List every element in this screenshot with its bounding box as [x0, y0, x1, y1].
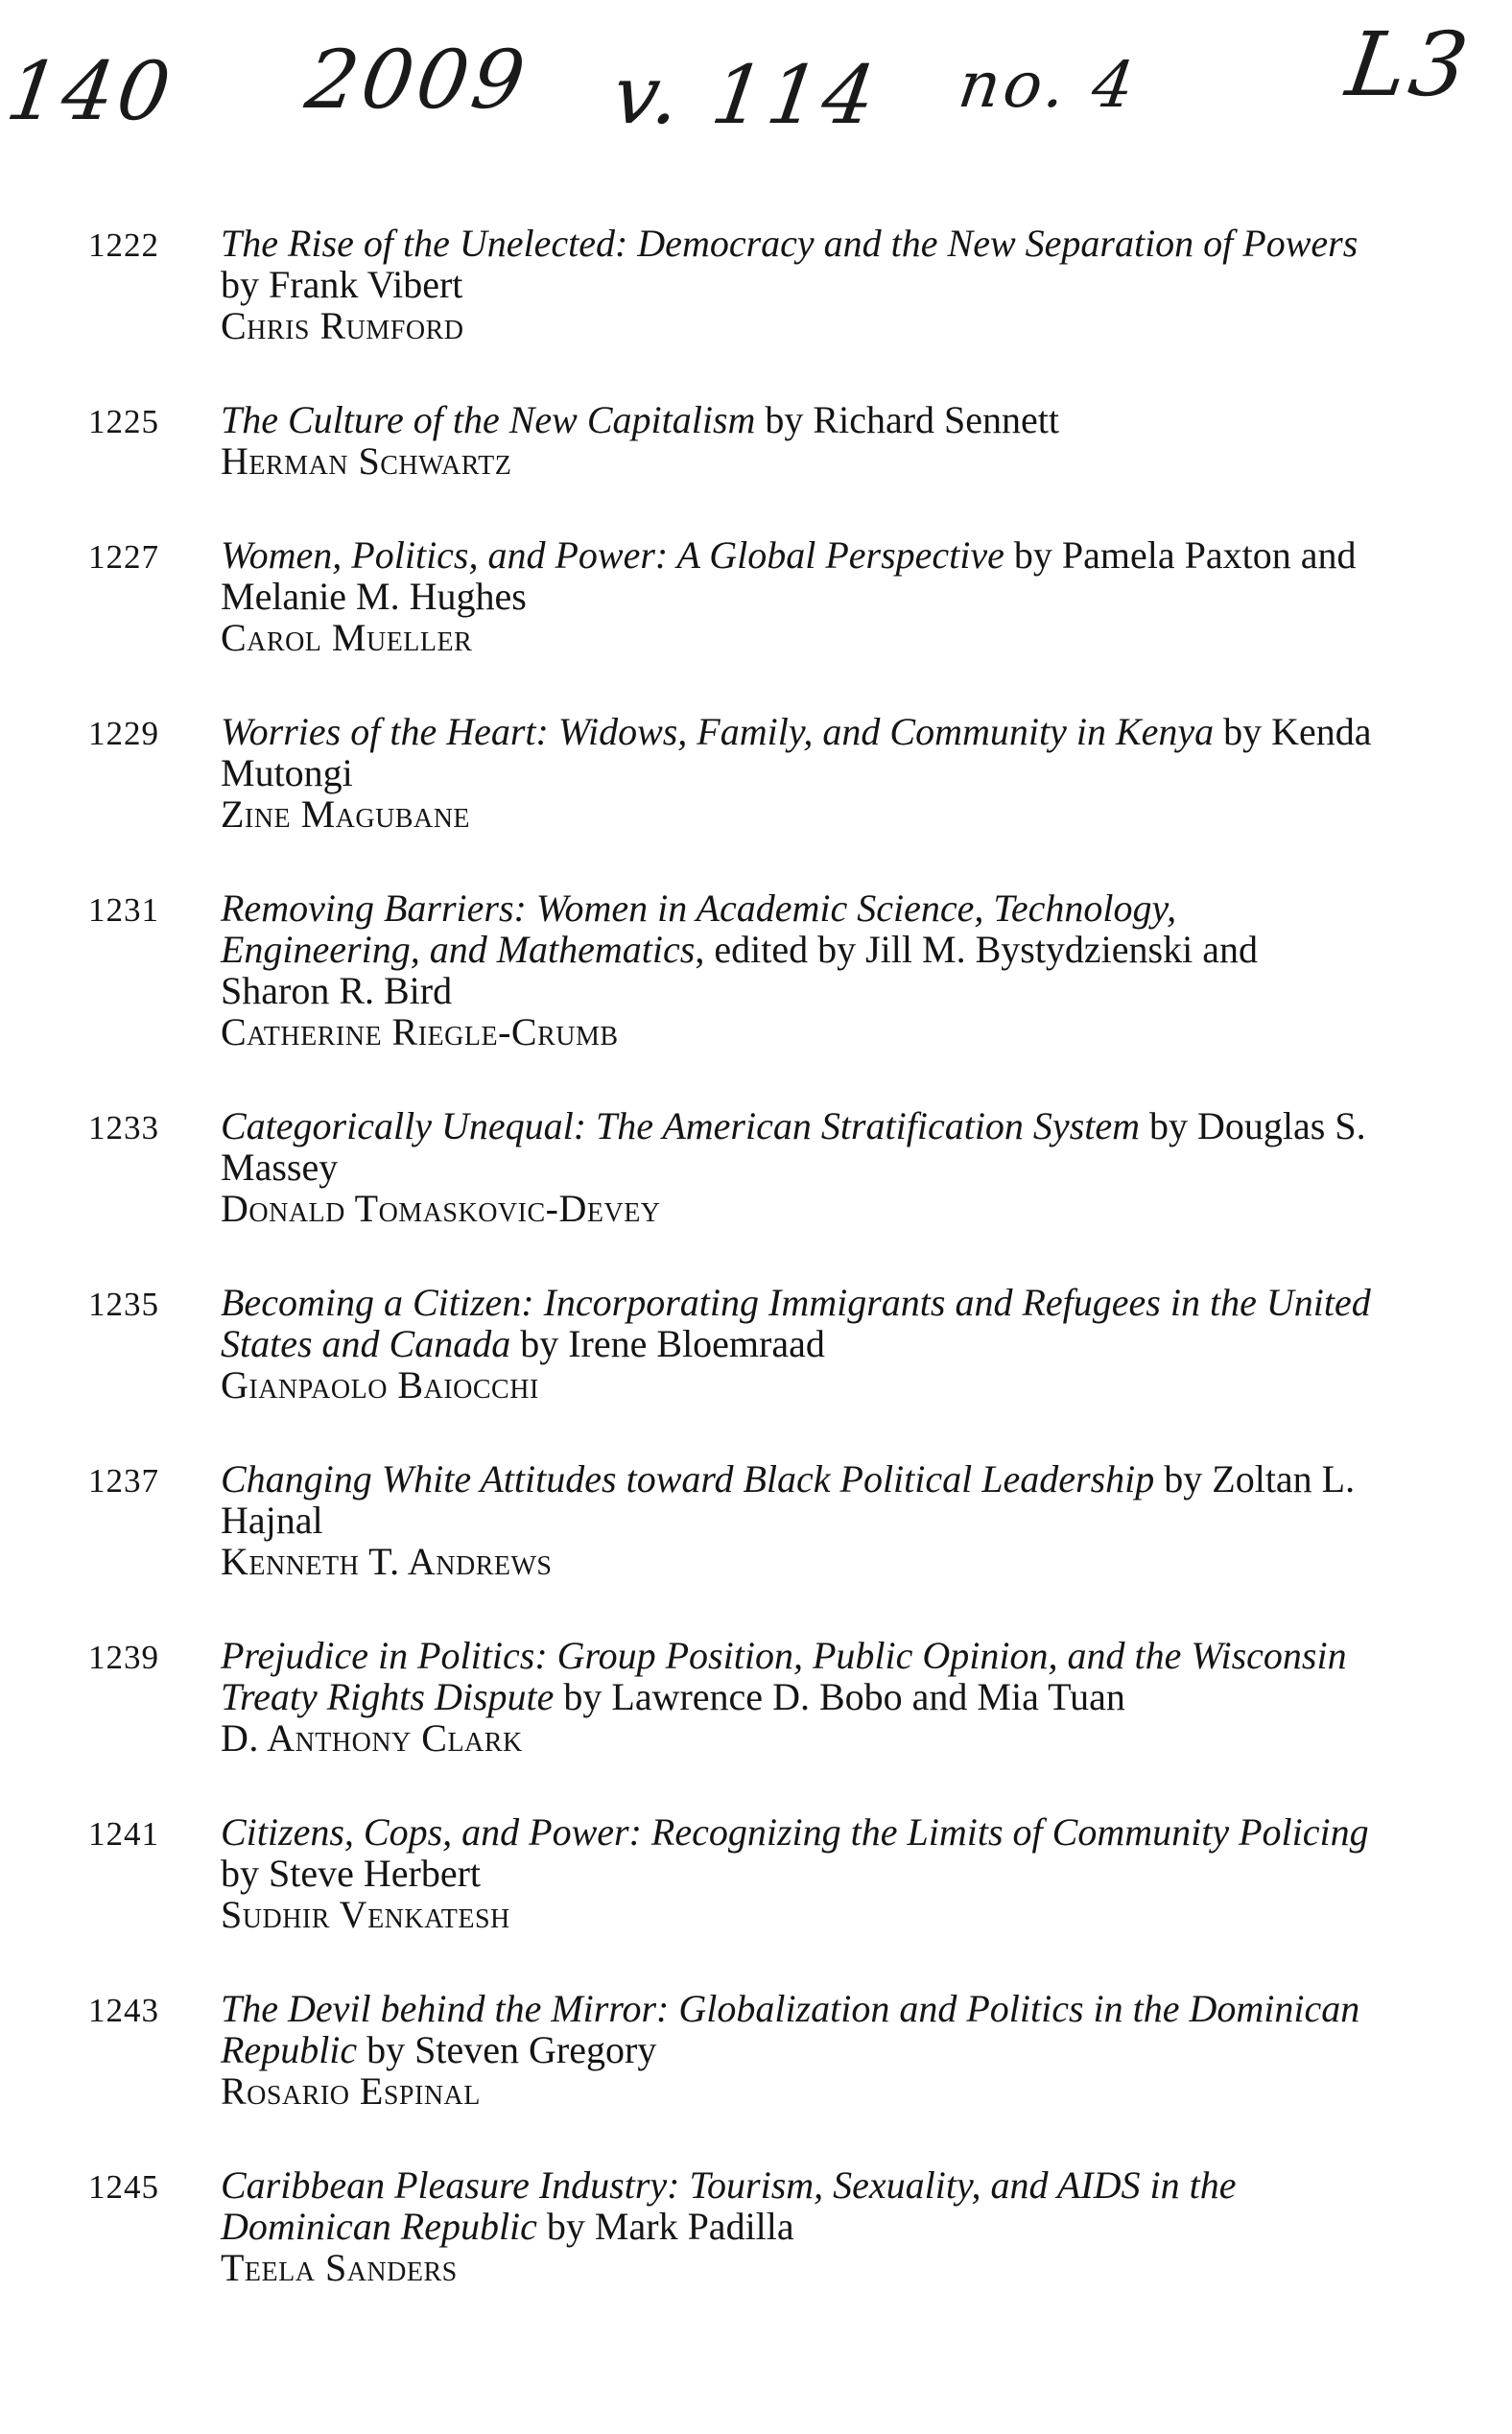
handwritten-shelf-mark: L3: [1340, 13, 1478, 116]
book-title: Removing Barriers: Women in Academic Science, Technology, Engineering, and Mathematics: [221, 886, 1177, 971]
page-number: 1235: [88, 1286, 159, 1323]
page-number: 1237: [88, 1462, 159, 1500]
review-entry: [88, 1105, 1374, 1229]
book-title: Becoming a Citizen: Incorporating Immigrants and Refugees in the United States and Canada: [221, 1281, 1371, 1365]
review-entry: [88, 534, 1374, 658]
review-entry: [88, 399, 1374, 482]
page-number: 1239: [88, 1639, 159, 1676]
book-byline: , edited by Jill M. Bystydzienski and Sharon R. Bird: [221, 928, 1258, 1012]
book-title: Prejudice in Politics: Group Position, Public Opinion, and the Wisconsin Treaty Rights Dispute: [221, 1634, 1347, 1718]
book-title: Caribbean Pleasure Industry: Tourism, Sexuality, and AIDS in the Dominican Republic: [221, 2163, 1237, 2248]
review-entry: [88, 223, 1374, 346]
reviewer-name: Teela Sanders: [221, 2246, 458, 2289]
page-number: 1222: [88, 226, 159, 264]
book-title: The Devil behind the Mirror: Globalization and Politics in the Dominican Republic: [221, 1987, 1360, 2071]
review-entry: [88, 1988, 1374, 2112]
page-number: 1243: [88, 1992, 159, 2029]
reviewer-name: Rosario Espinal: [221, 2069, 481, 2113]
review-entry: [88, 1635, 1374, 1759]
page-number: 1227: [88, 538, 159, 576]
handwritten-volume: v. 114: [607, 48, 886, 142]
book-byline: by Irene Bloemraad: [510, 1322, 825, 1365]
book-byline: by Pamela Paxton and Melanie M. Hughes: [221, 533, 1357, 618]
book-byline: by Steve Herbert: [221, 1852, 482, 1895]
reviewer-name: Donald Tomaskovic-Devey: [221, 1187, 661, 1230]
book-byline: by Zoltan L. Hajnal: [221, 1457, 1356, 1542]
reviewer-name: Catherine Riegle-Crumb: [221, 1010, 619, 1053]
page-number: 1241: [88, 1815, 159, 1853]
book-title: Categorically Unequal: The American Stratification System: [221, 1104, 1141, 1147]
page-number: 1231: [88, 891, 159, 929]
book-byline: by Frank Vibert: [221, 263, 463, 306]
review-entry: [88, 1282, 1374, 1406]
book-byline: by Steven Gregory: [357, 2028, 657, 2071]
review-entry: [88, 1458, 1374, 1582]
book-review-list: [88, 223, 1374, 2341]
reviewer-name: D. Anthony Clark: [221, 1716, 523, 1760]
review-entry: [88, 2164, 1374, 2288]
handwritten-year: 2009: [300, 33, 534, 127]
book-title: The Culture of the New Capitalism: [221, 398, 756, 441]
page-number: 1245: [88, 2168, 159, 2206]
reviewer-name: Carol Mueller: [221, 616, 473, 659]
book-byline: by Douglas S. Massey: [221, 1104, 1366, 1189]
handwritten-issue: no. 4: [954, 48, 1143, 122]
reviewer-name: Herman Schwartz: [221, 439, 512, 483]
reviewer-name: Zine Magubane: [221, 792, 471, 836]
reviewer-name: Sudhir Venkatesh: [221, 1893, 510, 1936]
book-byline: by Richard Sennett: [755, 398, 1060, 441]
review-entry: [88, 711, 1374, 835]
book-byline: by Mark Padilla: [536, 2205, 794, 2248]
page-number: 1233: [88, 1109, 159, 1146]
reviewer-name: Gianpaolo Baiocchi: [221, 1363, 539, 1406]
handwritten-number: 140: [1, 44, 180, 138]
book-byline: by Kenda Mutongi: [221, 710, 1372, 794]
page-number: 1229: [88, 715, 159, 752]
review-entry: [88, 887, 1374, 1052]
page-number: 1225: [88, 403, 159, 440]
reviewer-name: Chris Rumford: [221, 304, 464, 347]
book-title: The Rise of the Unelected: Democracy and the New Separation of Powers: [221, 222, 1358, 265]
handwritten-annotation: [0, 13, 1512, 161]
book-title: Citizens, Cops, and Power: Recognizing the Limits of Community Policing: [221, 1810, 1369, 1854]
book-byline: by Lawrence D. Bobo and Mia Tuan: [554, 1675, 1125, 1718]
book-title: Changing White Attitudes toward Black Political Leadership: [221, 1457, 1155, 1501]
review-entry: [88, 1811, 1374, 1935]
book-title: Worries of the Heart: Widows, Family, and Community in Kenya: [221, 710, 1215, 753]
book-title: Women, Politics, and Power: A Global Perspective: [221, 533, 1004, 577]
reviewer-name: Kenneth T. Andrews: [221, 1540, 553, 1583]
